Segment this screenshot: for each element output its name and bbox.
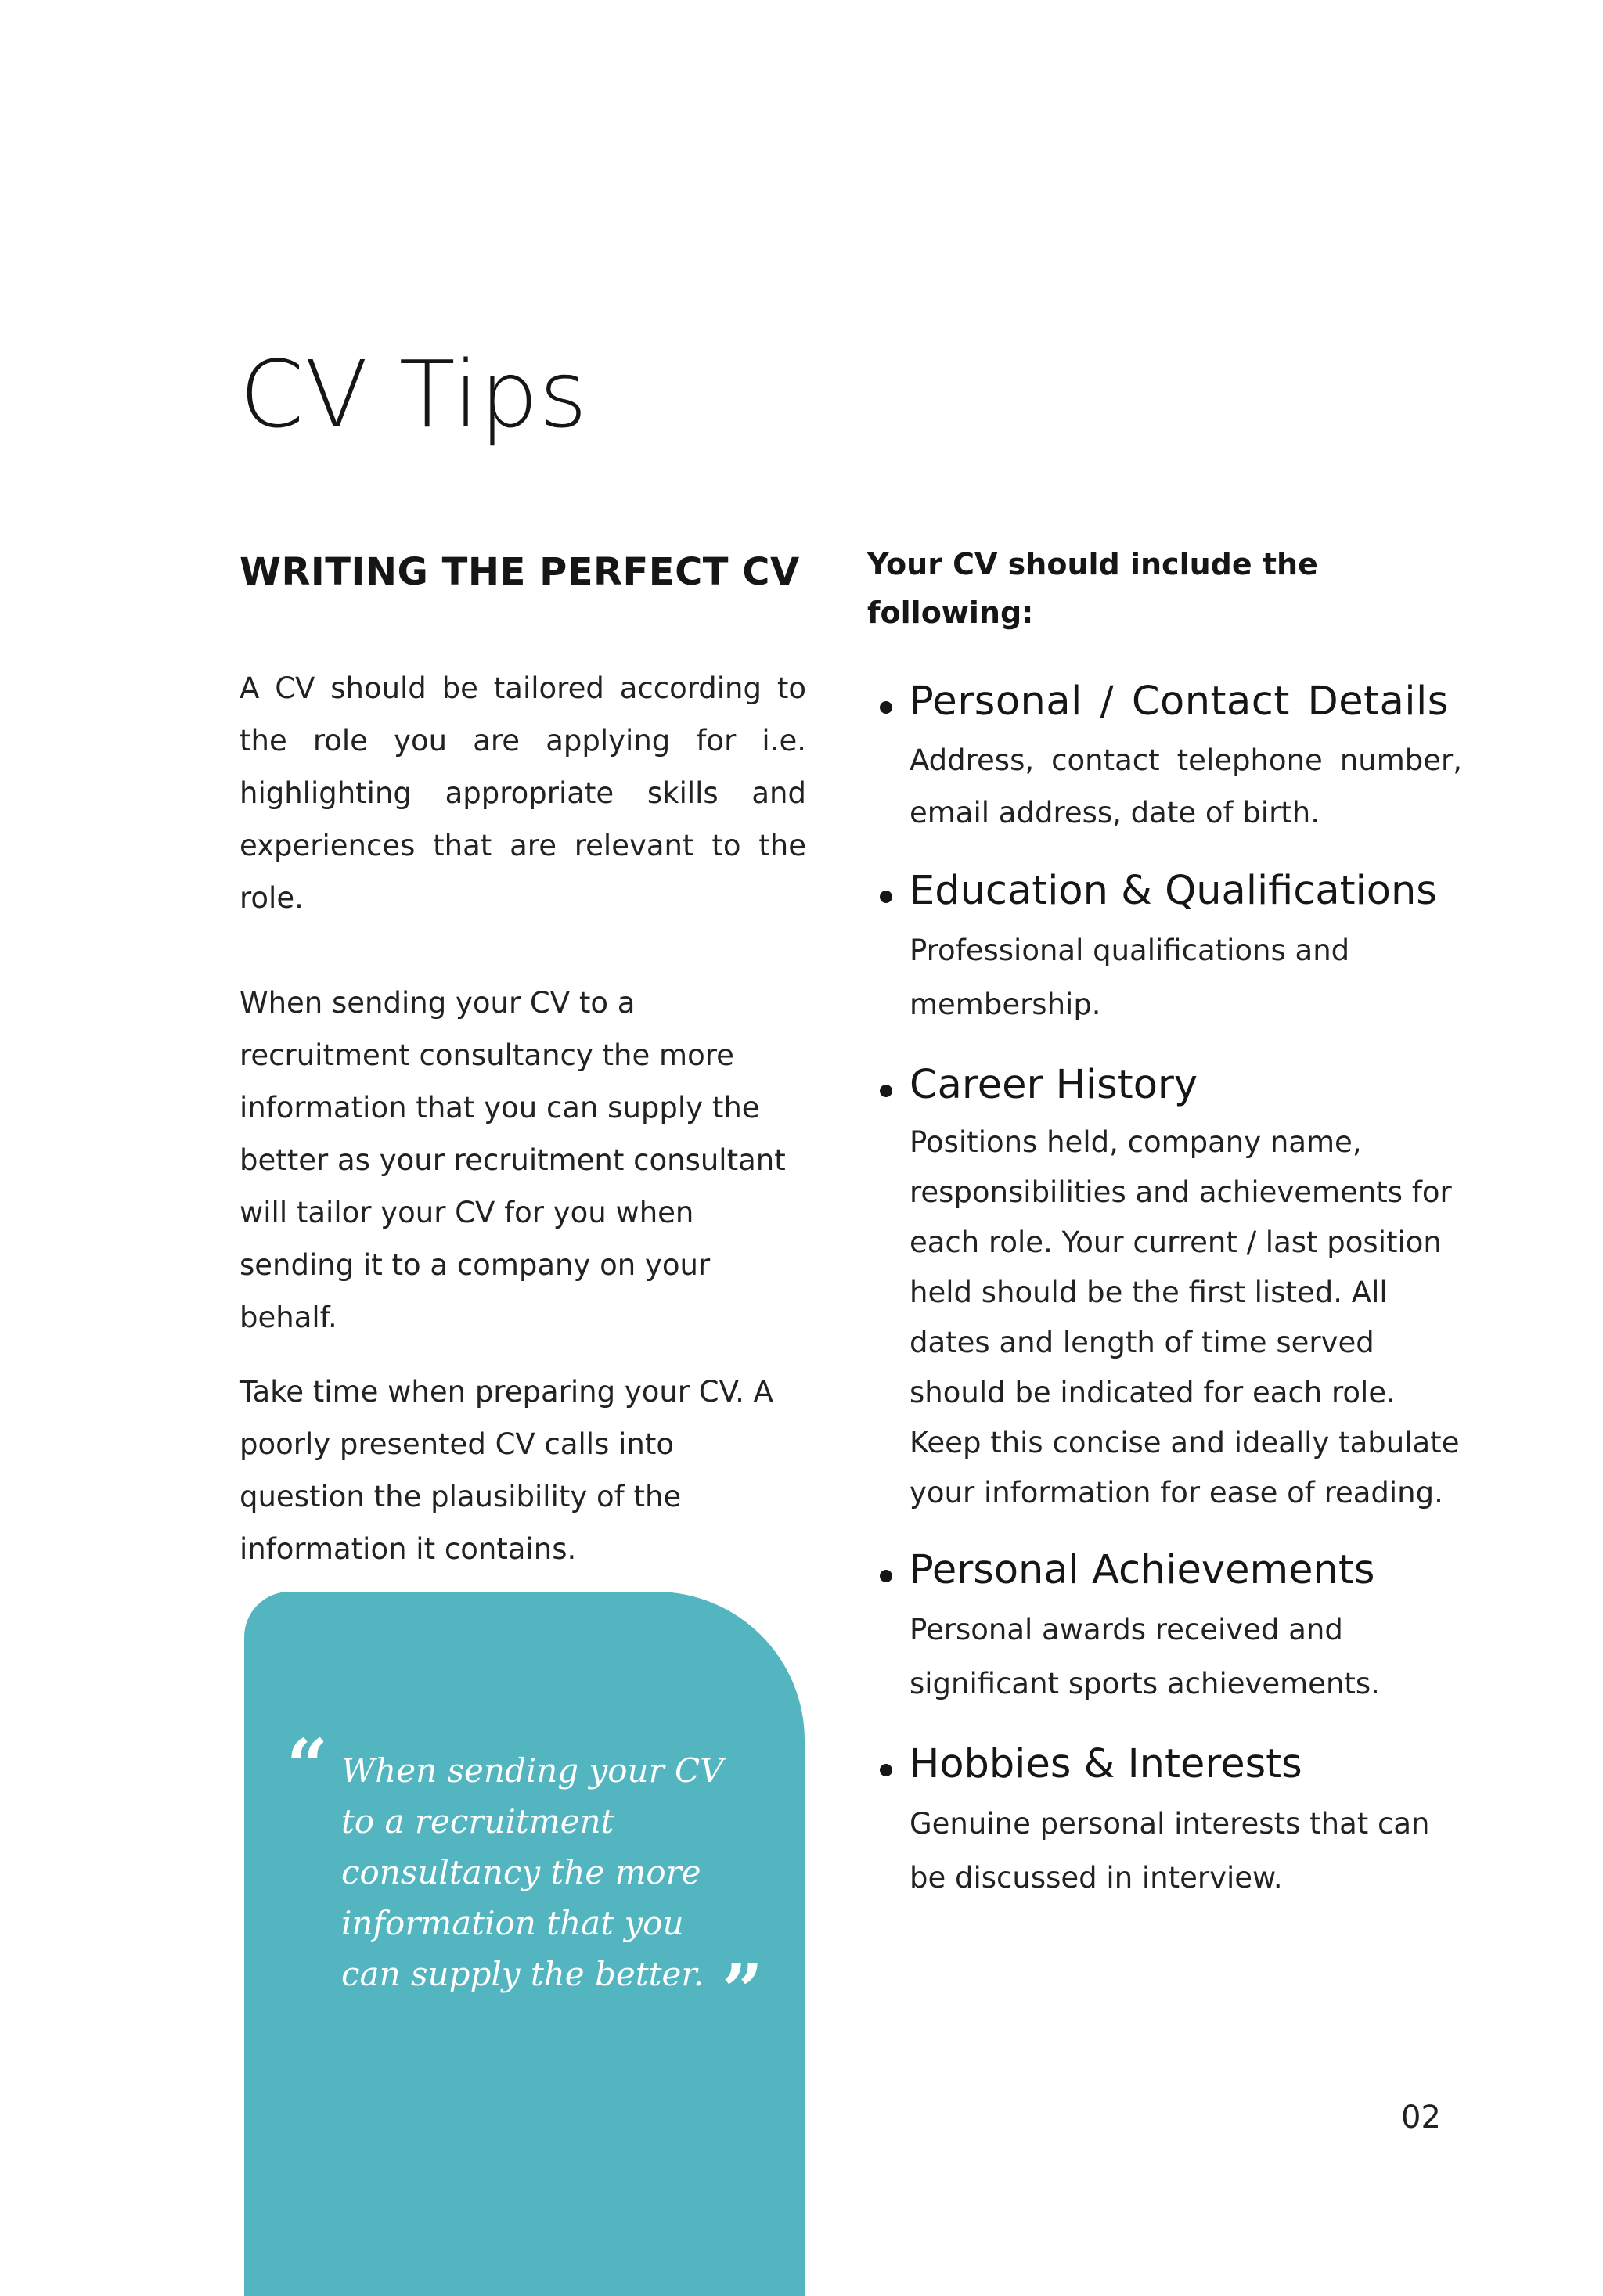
open-quote-mark-icon: “	[286, 1723, 328, 1808]
right-column	[867, 540, 1462, 1905]
section-heading: WRITING THE PERFECT CV	[240, 550, 800, 594]
bullet-icon	[880, 1570, 892, 1582]
cv-contents-list	[867, 670, 1462, 1905]
list-intro: Your CV should include the following:	[867, 547, 1318, 630]
list-item-title: Career History	[910, 1062, 1198, 1108]
list-item-title: Education & Qualifications	[910, 868, 1437, 914]
list-item-description: Positions held, company name, responsibilities and achievements for each role. Your current / last position held should be the first listed. All dates and length of time served should be indicated for each role. Keep this concise and ideally tabulate your information for ease of reading.	[910, 1125, 1460, 1510]
pull-quote-box	[244, 1592, 805, 2296]
list-item	[867, 859, 1462, 1031]
body-paragraph: A CV should be tailored according to the role you are applying for i.e. highlighting appropriate skills and experiences that are relevant to the role.	[240, 671, 806, 915]
body-paragraph: When sending your CV to a recruitment consultancy the more information that you can supply the better as your recruitment consultant will tailor your CV for you when sending it to a company on your behalf.	[240, 986, 786, 1334]
body-paragraph: Take time when preparing your CV. A poorly presented CV calls into question the plausibility of the information it contains.	[240, 1375, 773, 1566]
list-item-title: Hobbies & Interests	[910, 1741, 1302, 1787]
close-quote-mark-icon: ”	[722, 1949, 763, 2033]
list-item-description: Personal awards received and significant sports achievements.	[910, 1613, 1380, 1700]
bullet-icon	[880, 891, 892, 903]
list-item-description: Professional qualifications and membership.	[910, 934, 1350, 1021]
page-number: 02	[1401, 2100, 1441, 2136]
pull-quote-text: When sending your CV to a recruitment consultancy the more information that you can supply the better.	[341, 1751, 724, 1993]
list-item	[867, 1053, 1462, 1518]
list-item-description: Genuine personal interests that can be discussed in interview.	[910, 1807, 1430, 1895]
list-item	[867, 1733, 1462, 1905]
bullet-icon	[880, 701, 892, 714]
bullet-icon	[880, 1764, 892, 1776]
list-item	[867, 1538, 1462, 1711]
left-column	[240, 540, 806, 1575]
bullet-icon	[880, 1085, 892, 1097]
list-item-title: Personal Achievements	[910, 1547, 1375, 1593]
list-item	[867, 670, 1462, 839]
page-title: CV Tips	[240, 340, 589, 448]
list-item-description: Address, contact telephone number, email address, date of birth.	[910, 743, 1462, 830]
list-item-title: Personal / Contact Details	[910, 678, 1449, 725]
